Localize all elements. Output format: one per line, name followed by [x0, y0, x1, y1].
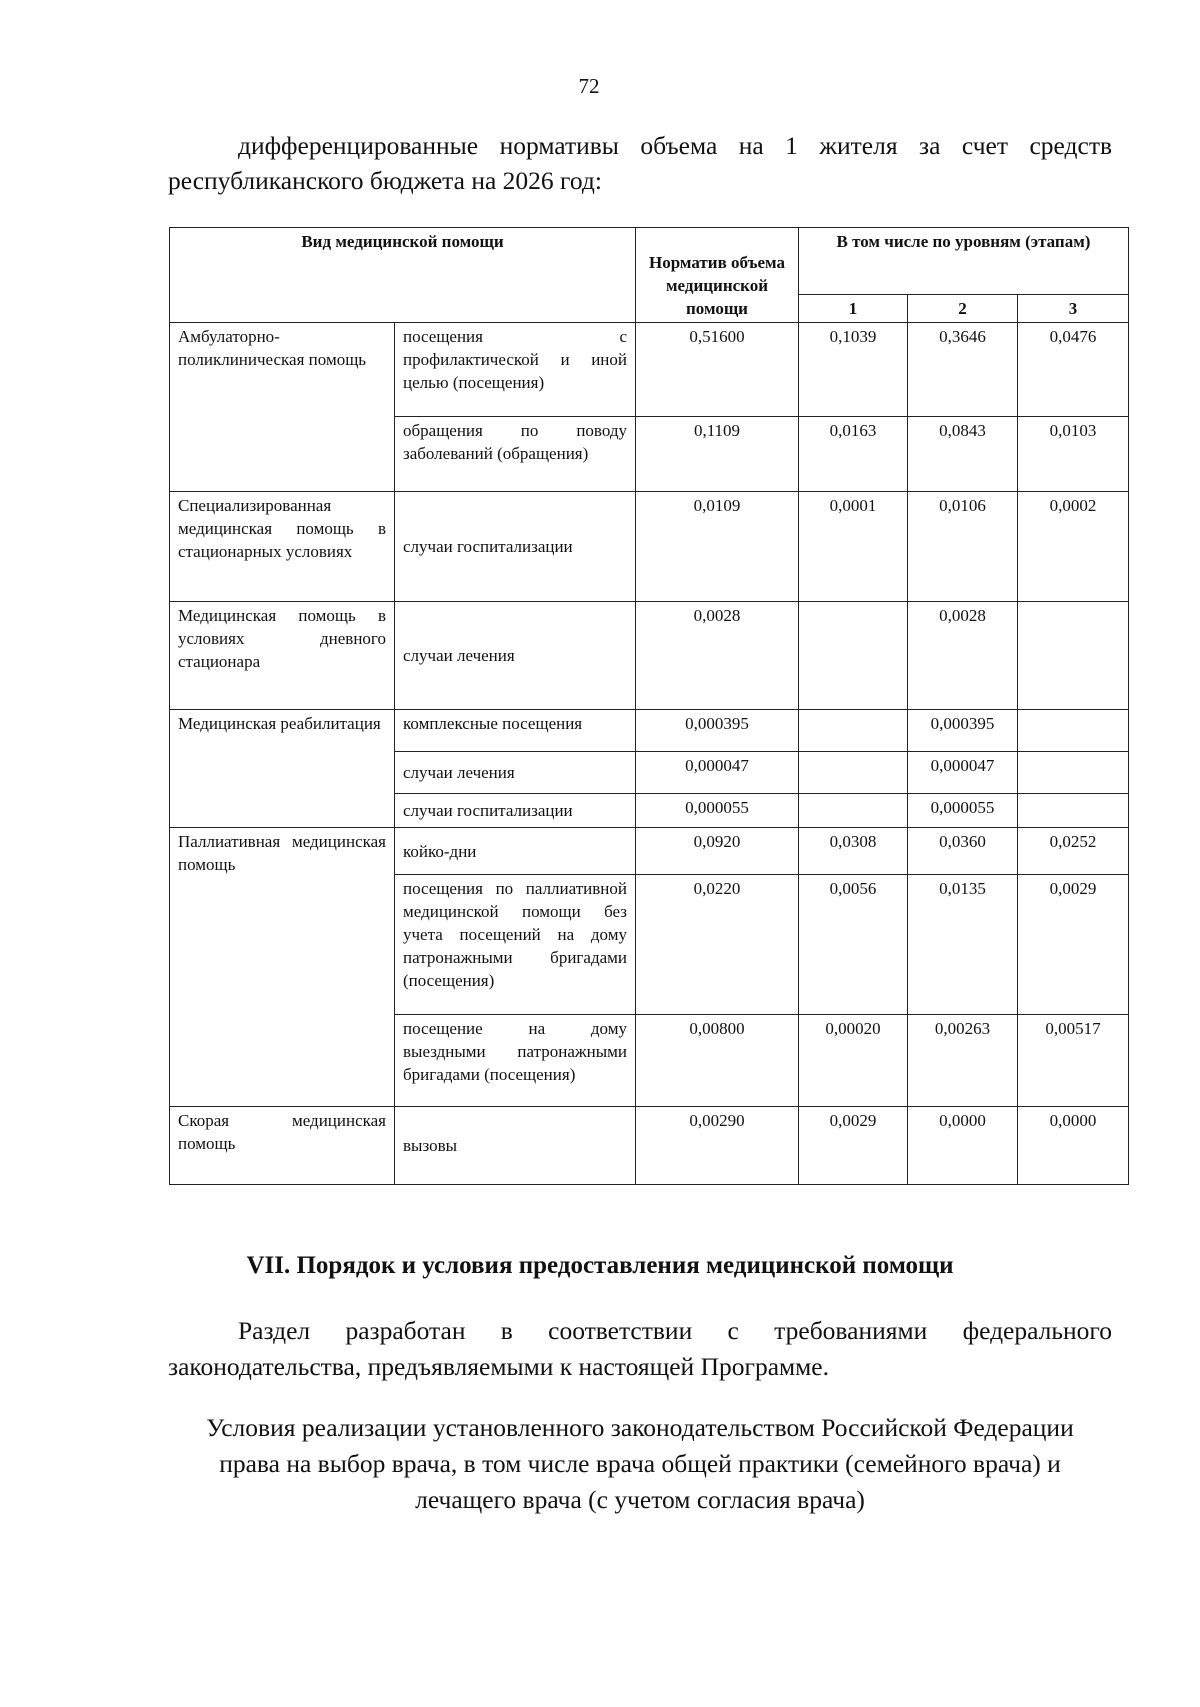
level-2-value-cell: 0,0106: [908, 492, 1018, 602]
table-row: [170, 710, 1129, 752]
unit-cell: койко-дни: [395, 828, 636, 875]
intro-paragraph: дифференцированные нормативы объема на 1 жителя за счет средств республиканского бюджета на 2026 год:: [168, 131, 1112, 195]
norm-value-cell: 0,1109: [636, 417, 799, 492]
norm-value-cell: 0,0920: [636, 828, 799, 875]
level-3-value-cell: [1018, 710, 1129, 752]
norm-value-cell: 0,0220: [636, 875, 799, 1015]
header-level-3: 3: [1018, 295, 1129, 323]
level-1-value-cell: [799, 794, 908, 828]
unit-cell: посещения по паллиативной медицинской помощи без учета посещений на дому патронажными бригадами (посещения): [395, 875, 636, 1015]
header-level-2: 2: [908, 295, 1018, 323]
level-3-value-cell: [1018, 752, 1129, 794]
table-row: [170, 492, 1129, 602]
care-type-cell: Медицинская реабилитация: [170, 710, 395, 828]
care-type-cell: Скорая медицинская помощь: [170, 1107, 395, 1185]
section-paragraph: Раздел разработан в соответствии с требованиями федерального законодательства, предъявляемыми к настоящей Программе.: [168, 1316, 1112, 1381]
header-kind: Вид медицинской помощи: [170, 228, 636, 323]
level-1-value-cell: 0,0308: [799, 828, 908, 875]
header-level-1: 1: [799, 295, 908, 323]
unit-cell: вызовы: [395, 1107, 636, 1185]
level-1-value-cell: [799, 710, 908, 752]
subsection-heading: Условия реализации установленного законодательством Российской Федерации права на выбор врача, в том числе врача общей практики (семейного врача) и лечащего врача (с учетом согласия врача): [206, 1413, 1074, 1514]
care-type-cell: Медицинская помощь в условиях дневного стационара: [170, 602, 395, 710]
norm-value-cell: 0,0028: [636, 602, 799, 710]
level-2-value-cell: 0,00263: [908, 1015, 1018, 1107]
level-3-value-cell: 0,0029: [1018, 875, 1129, 1015]
level-2-value-cell: 0,0360: [908, 828, 1018, 875]
header-norm: Норматив объема медицинской помощи: [636, 228, 799, 323]
table-row: [170, 828, 1129, 875]
level-2-value-cell: 0,0000: [908, 1107, 1018, 1185]
level-3-value-cell: 0,0000: [1018, 1107, 1129, 1185]
unit-cell: случаи лечения: [395, 752, 636, 794]
unit-cell: случаи госпитализации: [395, 492, 636, 602]
norm-value-cell: 0,00290: [636, 1107, 799, 1185]
level-1-value-cell: 0,1039: [799, 323, 908, 417]
level-2-value-cell: 0,000395: [908, 710, 1018, 752]
volume-norms-table: [169, 227, 1129, 1185]
level-1-value-cell: 0,0056: [799, 875, 908, 1015]
table-body: [170, 323, 1129, 1185]
level-2-value-cell: 0,000047: [908, 752, 1018, 794]
level-3-value-cell: 0,0252: [1018, 828, 1129, 875]
unit-cell: обращения по поводу заболеваний (обращения): [395, 417, 636, 492]
norm-value-cell: 0,000055: [636, 794, 799, 828]
level-1-value-cell: 0,0163: [799, 417, 908, 492]
level-2-value-cell: 0,0843: [908, 417, 1018, 492]
section-heading: VII. Порядок и условия предоставления медицинской помощи: [246, 1252, 954, 1279]
level-1-value-cell: 0,00020: [799, 1015, 908, 1107]
level-3-value-cell: 0,0002: [1018, 492, 1129, 602]
level-3-value-cell: 0,00517: [1018, 1015, 1129, 1107]
norm-value-cell: 0,0109: [636, 492, 799, 602]
table-row: [170, 1107, 1129, 1185]
unit-cell: случаи госпитализации: [395, 794, 636, 828]
norm-value-cell: 0,00800: [636, 1015, 799, 1107]
page-number: 72: [578, 74, 600, 98]
unit-cell: посещения с профилактической и иной целью (посещения): [395, 323, 636, 417]
level-3-value-cell: [1018, 602, 1129, 710]
level-1-value-cell: 0,0029: [799, 1107, 908, 1185]
header-levels: В том числе по уровням (этапам): [799, 228, 1129, 295]
norm-value-cell: 0,000395: [636, 710, 799, 752]
care-type-cell: Паллиативная медицинская помощь: [170, 828, 395, 1107]
care-type-cell: Специализированная медицинская помощь в стационарных условиях: [170, 492, 395, 602]
care-type-cell: Амбулаторно-поликлиническая помощь: [170, 323, 395, 492]
level-2-value-cell: 0,0135: [908, 875, 1018, 1015]
norm-value-cell: 0,51600: [636, 323, 799, 417]
table-row: [170, 323, 1129, 417]
level-2-value-cell: 0,3646: [908, 323, 1018, 417]
unit-cell: посещение на дому выездными патронажными бригадами (посещения): [395, 1015, 636, 1107]
level-3-value-cell: [1018, 794, 1129, 828]
level-1-value-cell: [799, 602, 908, 710]
level-2-value-cell: 0,0028: [908, 602, 1018, 710]
level-2-value-cell: 0,000055: [908, 794, 1018, 828]
level-3-value-cell: 0,0103: [1018, 417, 1129, 492]
norm-value-cell: 0,000047: [636, 752, 799, 794]
level-3-value-cell: 0,0476: [1018, 323, 1129, 417]
level-1-value-cell: [799, 752, 908, 794]
table-row: [170, 602, 1129, 710]
unit-cell: комплексные посещения: [395, 710, 636, 752]
unit-cell: случаи лечения: [395, 602, 636, 710]
level-1-value-cell: 0,0001: [799, 492, 908, 602]
